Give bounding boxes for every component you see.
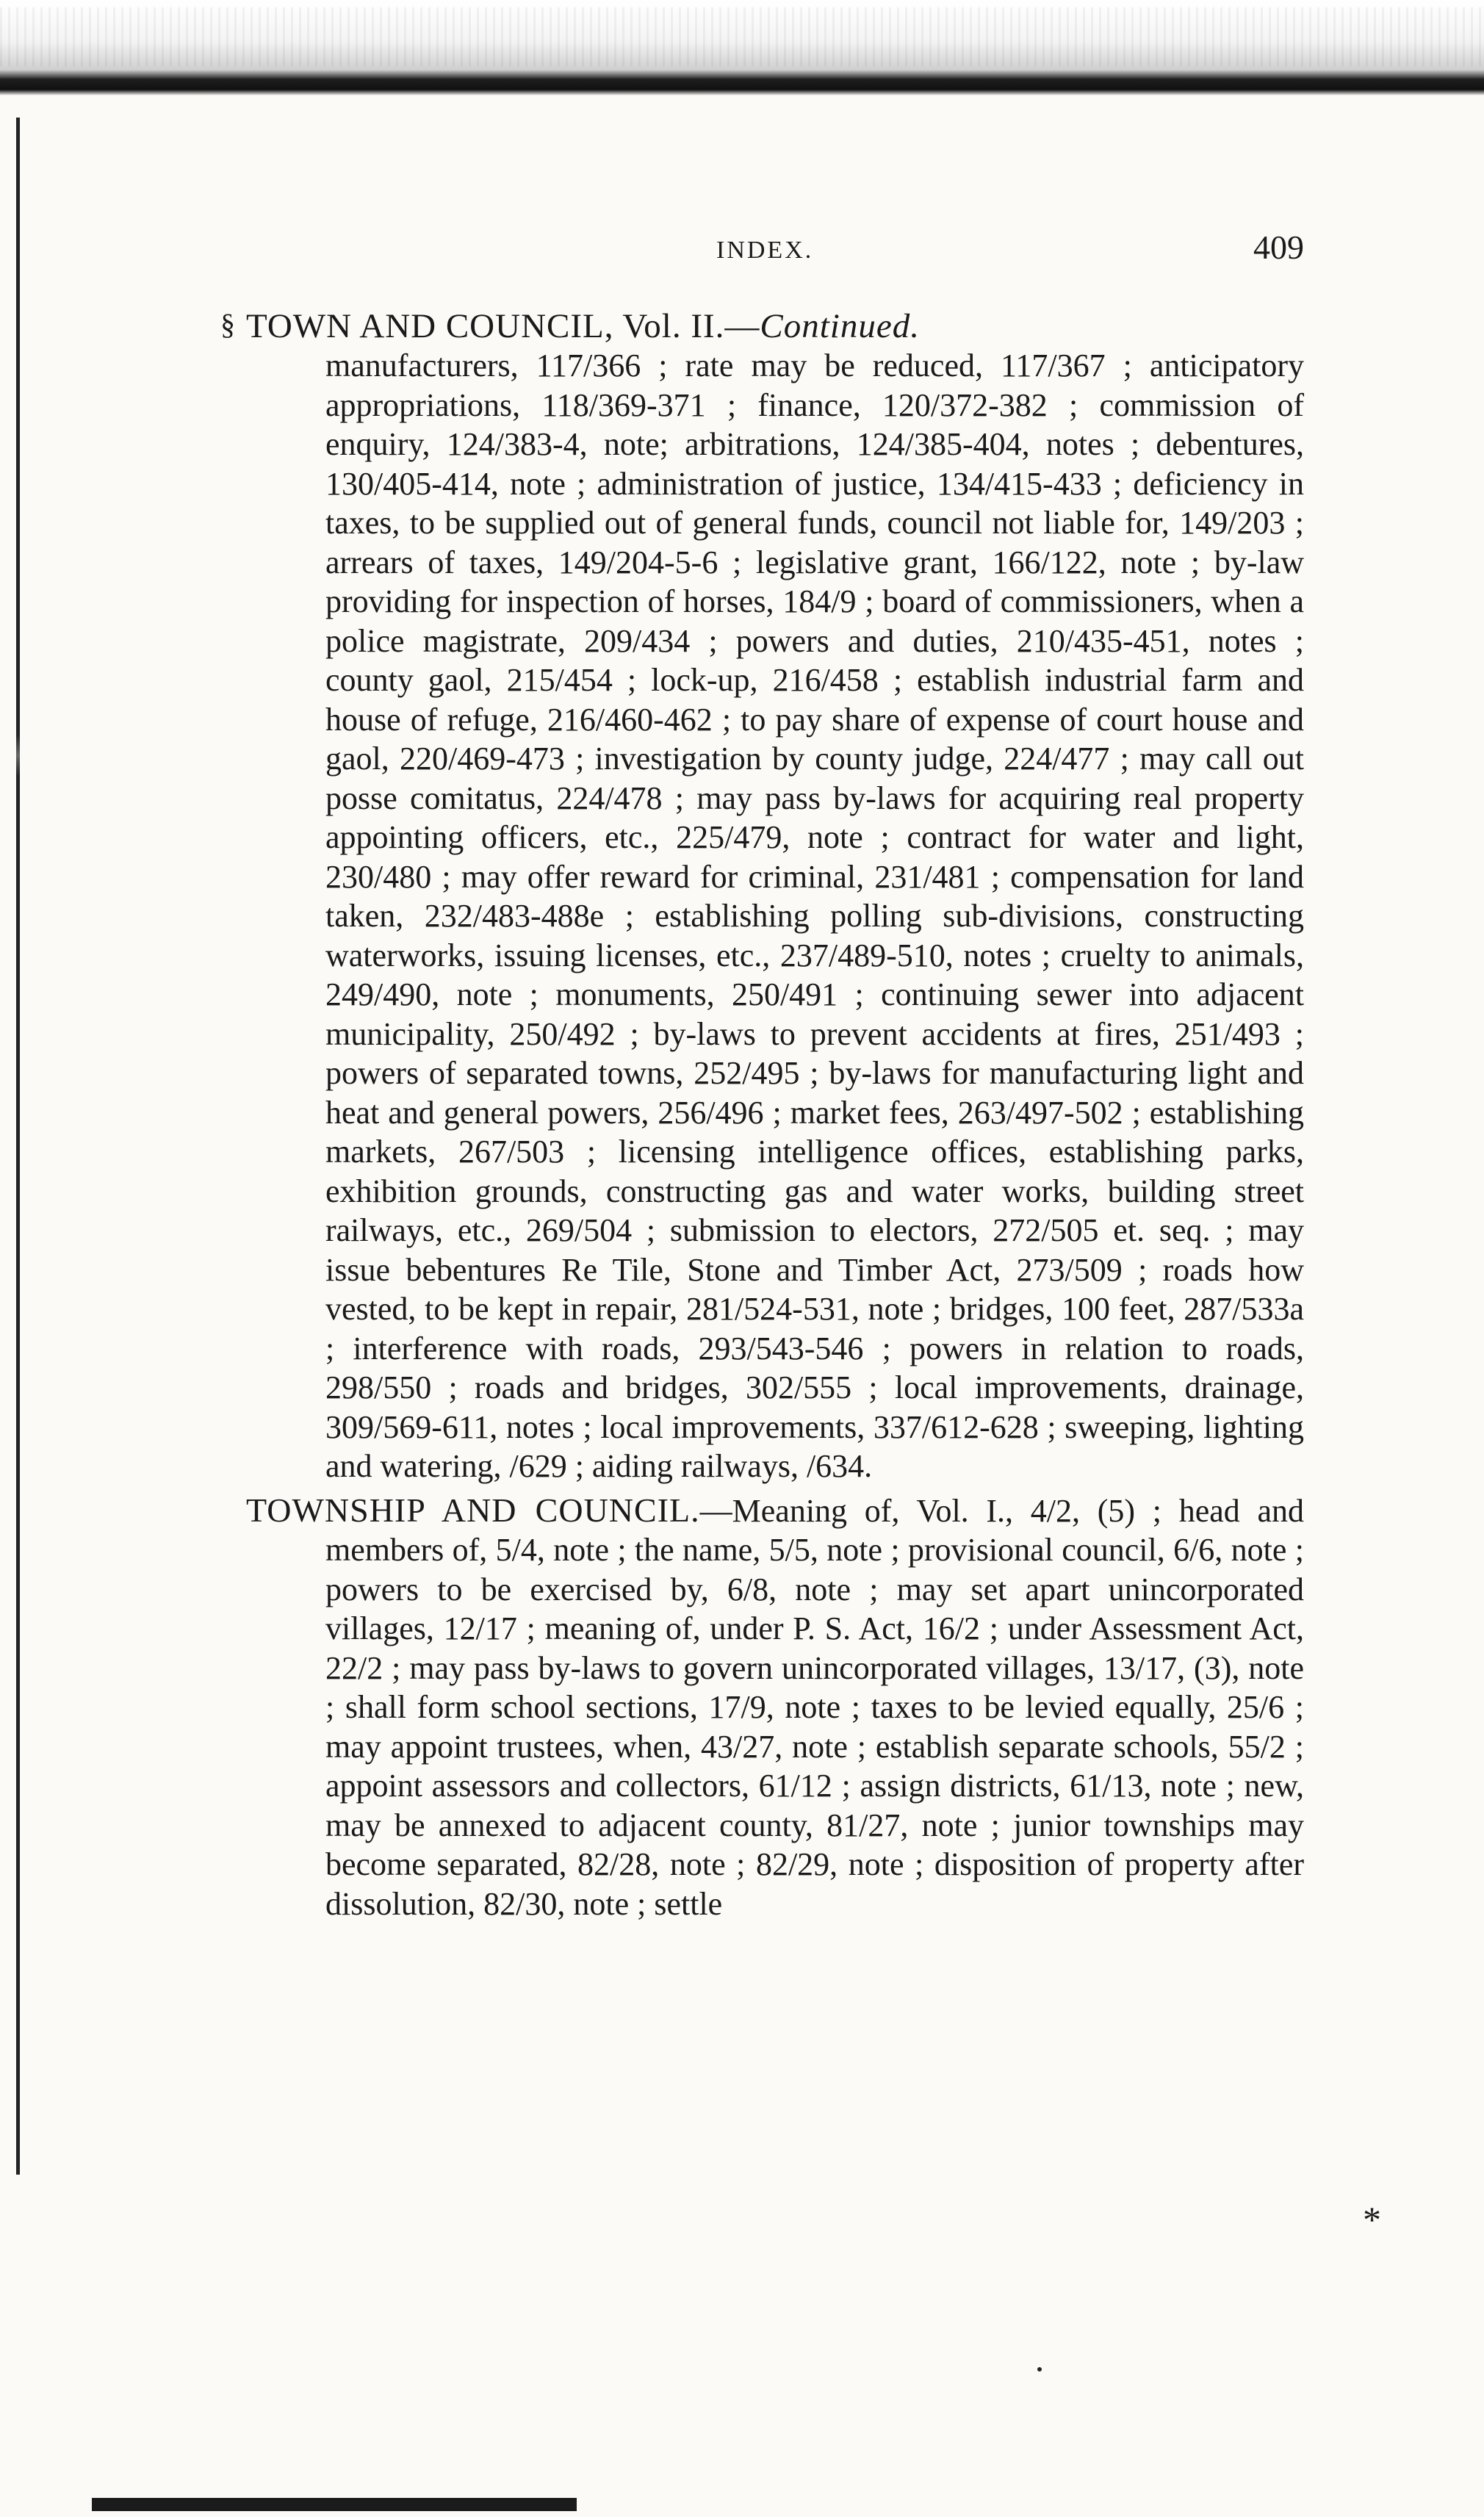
left-margin-mark: §	[220, 308, 235, 341]
page-content	[246, 228, 1304, 1928]
running-head	[246, 228, 1304, 279]
entry-heading-text: TOWNSHIP AND COUNCIL.	[246, 1491, 700, 1529]
index-entries	[246, 307, 1304, 1923]
binding-edge-rule	[16, 118, 20, 2175]
stray-dot	[1037, 2367, 1042, 2372]
scan-bottom-bar	[92, 2498, 577, 2511]
running-title: INDEX.	[716, 237, 814, 264]
scan-noise	[0, 7, 1484, 66]
entry-body	[246, 1491, 1304, 1924]
entry-heading-text: TOWN AND COUNCIL, Vol. II.—	[246, 307, 760, 345]
entry-heading	[246, 307, 1304, 346]
index-entry-town-and-council	[246, 307, 1304, 1486]
entry-heading-continued: Continued.	[760, 307, 920, 345]
entry-body-text: —Meaning of, Vol. I., 4/2, (5) ; head and members of, 5/4, note ; the name, 5/5, note ; provisional council, 6/6, note ; powers to be exercised by, 6/8, note ; may set apart unincorporated villages, 12/17 ; meaning of, under P. S. Act, 16/2 ; under Assessment Act, 22/2 ; may pass by-laws to govern unincorporated villages, 13/17, (3), note ; shall form school sections, 17/9, note ; taxes to be levied equally, 25/6 ; may appoint trustees, when, 43/27, note ; establish separate schools, 55/2 ; appoint assessors and collectors, 61/12 ; assign districts, 61/13, note ; new, may be annexed to adjacent county, 81/27, note ; junior townships may become separated, 82/28, note ; 82/29, note ; disposition of property after dissolution, 82/30, note ; settle	[325, 1492, 1305, 1922]
index-entry-township-and-council	[246, 1491, 1304, 1924]
entry-body: manufacturers, 117/366 ; rate may be reduced, 117/367 ; anticipatory appropriations, 118/369-371 ; finance, 120/372-382 ; commission of enquiry, 124/383-4, note; arbitrations, 124/385-404, notes ; debentures, 130/405-414, note ; administration of justice, 134/415-433 ; deficiency in taxes, to be supplied out of general funds, council not liable for, 149/203 ; arrears of taxes, 149/204-5-6 ; legislative grant, 166/122, note ; by-law providing for inspection of horses, 184/9 ; board of commissioners, when a police magistrate, 209/434 ; powers and duties, 210/435-451, notes ; county gaol, 215/454 ; lock-up, 216/458 ; establish industrial farm and house of refuge, 216/460-462 ; to pay share of expense of court house and gaol, 220/469-473 ; investigation by county judge, 224/477 ; may call out posse comitatus, 224/478 ; may pass by-laws for acquiring real property appointing officers, etc., 225/479, note ; contract for water and light, 230/480 ; may offer reward for criminal, 231/481 ; compensation for land taken, 232/483-488e ; establishing polling sub-divisions, constructing waterworks, issuing licenses, etc., 237/489-510, notes ; cruelty to animals, 249/490, note ; monuments, 250/491 ; continuing sewer into adjacent municipality, 250/492 ; by-laws to prevent accidents at fires, 251/493 ; powers of separated towns, 252/495 ; by-laws for manufacturing light and heat and general powers, 256/496 ; market fees, 263/497-502 ; establishing markets, 267/503 ; licensing intelligence offices, establishing parks, exhibition grounds, constructing gas and water works, building street railways, etc., 269/504 ; submission to electors, 272/505 et. seq. ; may issue bebentures Re Tile, Stone and Timber Act, 273/509 ; roads how vested, to be kept in repair, 281/524-531, note ; bridges, 100 feet, 287/533a ; interference with roads, 293/543-546 ; powers in relation to roads, 298/550 ; roads and bridges, 302/555 ; local improvements, drainage, 309/569-611, notes ; local improvements, 337/612-628 ; sweeping, lighting and watering, /629 ; aiding railways, /634.	[325, 348, 1304, 1484]
page-number: 409	[1253, 228, 1304, 266]
right-margin-mark: *	[1363, 2199, 1381, 2240]
